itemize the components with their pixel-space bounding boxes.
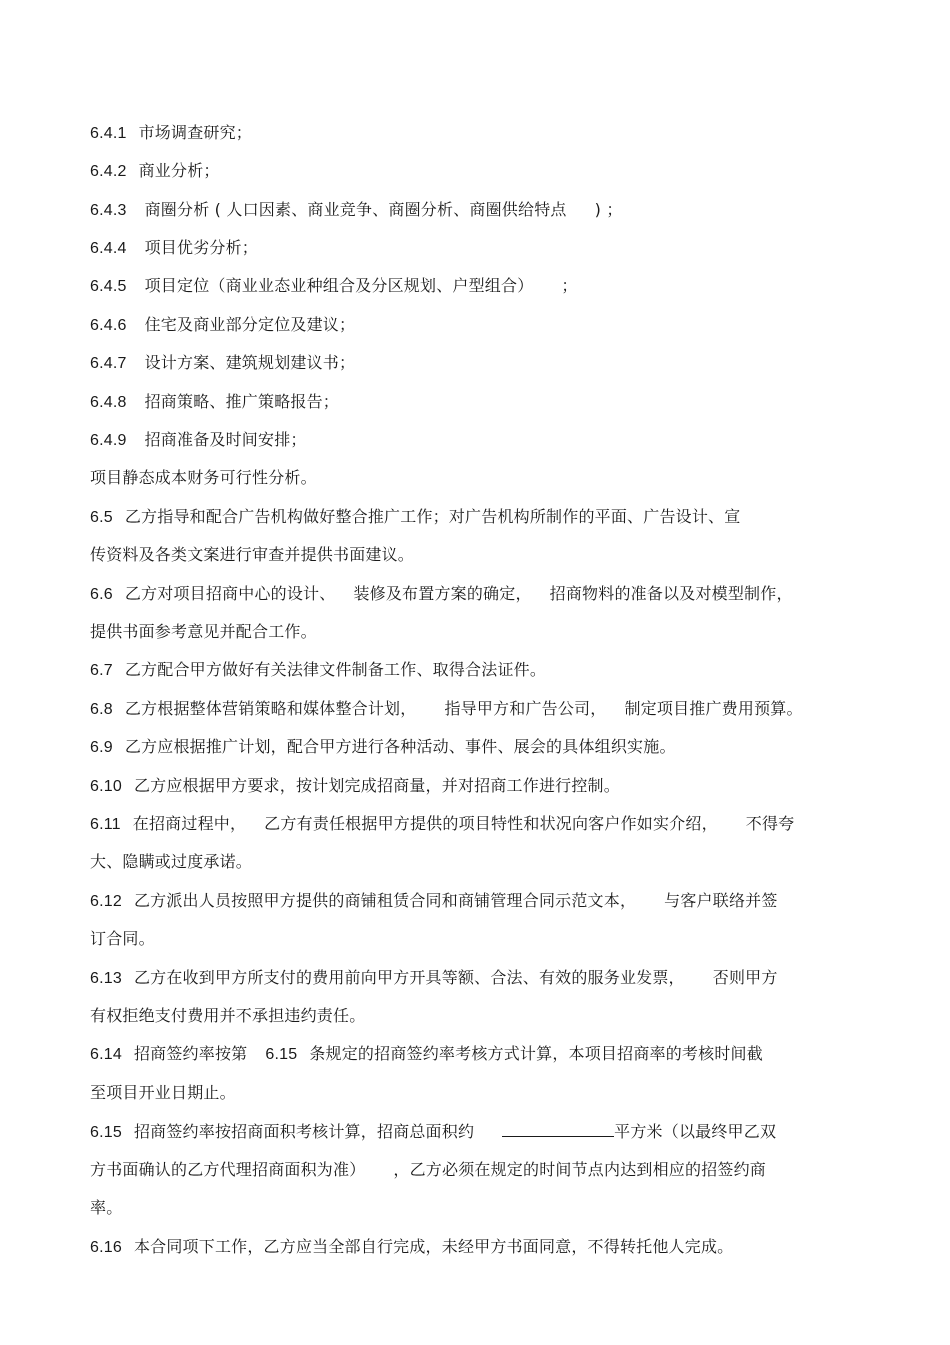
- clause-number: 6.4.8: [90, 394, 127, 411]
- clause-number: 6.9: [90, 739, 113, 756]
- clause-text: 乙方应根据甲方要求，按计划完成招商量，并对招商工作进行控制。: [133, 776, 620, 795]
- clause-6-7: [90, 659, 870, 682]
- clause-number: 6.14: [90, 1046, 122, 1063]
- area-blank-line: [502, 1120, 614, 1137]
- clause-text: 平方米（以最终甲乙双: [614, 1122, 777, 1141]
- clause-text: 招商策略、推广策略报告；: [144, 392, 339, 411]
- clause-text: 乙方派出人员按照甲方提供的商铺租赁合同和商铺管理合同示范文本，: [133, 891, 637, 910]
- clause-number: 6.5: [90, 509, 113, 526]
- clause-text: 商圈分析 ( 人口因素、商业竞争、商圈分析、商圈供给特点: [144, 200, 567, 219]
- clause-text: 与客户联络并签: [664, 891, 778, 910]
- clause-text: 设计方案、建筑规划建议书；: [144, 353, 356, 372]
- clause-number: 6.4.5: [90, 278, 127, 295]
- plain-line: [90, 467, 870, 489]
- clause-text: 项目静态成本财务可行性分析。: [90, 468, 317, 487]
- clause-text: 在招商过程中，: [132, 814, 247, 833]
- clause-number: 6.8: [90, 701, 113, 718]
- clause-6-15-cont2: [90, 1197, 870, 1219]
- clause-text: 乙方根据整体营销策略和媒体整合计划，: [124, 699, 417, 718]
- clause-6-6: [90, 583, 870, 606]
- clause-6-4-1: [90, 122, 870, 145]
- clause-6-12-cont: [90, 928, 870, 950]
- clause-number: 6.4.4: [90, 240, 127, 257]
- clause-tail: ；: [561, 276, 578, 295]
- clause-number: 6.16: [90, 1239, 122, 1256]
- clause-text: 乙方应根据推广计划，配合甲方进行各种活动、事件、展会的具体组织实施。: [124, 737, 676, 756]
- clause-6-4-6: [90, 314, 870, 337]
- clause-6-6-cont: [90, 621, 870, 643]
- clause-number: 6.4.9: [90, 432, 127, 449]
- clause-6-12: [90, 890, 870, 913]
- clause-reference: 6.15: [265, 1046, 298, 1063]
- clause-text: 项目优劣分析；: [144, 238, 258, 257]
- clause-6-4-4: [90, 237, 870, 260]
- clause-number: 6.12: [90, 893, 122, 910]
- clause-6-15-cont: [90, 1159, 870, 1181]
- clause-text: 大、隐瞒或过度承诺。: [90, 852, 253, 871]
- clause-text: 不得夸: [745, 814, 795, 833]
- clause-text: 乙方对项目招商中心的设计、: [124, 584, 336, 603]
- clause-text: 订合同。: [90, 929, 155, 948]
- clause-text: 招商物料的准备以及对模型制作，: [549, 584, 793, 603]
- clause-6-4-8: [90, 391, 870, 414]
- clause-6-11-cont: [90, 851, 870, 873]
- clause-text: 乙方有责任根据甲方提供的项目特性和状况向客户作如实介绍，: [264, 814, 718, 833]
- clause-text: 方书面确认的乙方代理招商面积为准）: [90, 1160, 366, 1179]
- clause-text: 装修及布置方案的确定，: [353, 584, 532, 603]
- clause-number: 6.7: [90, 662, 113, 679]
- clause-number: 6.13: [90, 970, 122, 987]
- clause-6-4-9: [90, 429, 870, 452]
- clause-6-10: [90, 775, 870, 798]
- clause-number: 6.15: [90, 1124, 122, 1141]
- clause-tail: ) ；: [594, 200, 623, 219]
- clause-text: 率。: [90, 1198, 123, 1217]
- clause-6-4-2: [90, 160, 870, 183]
- clause-text: 商业分析；: [138, 161, 220, 180]
- clause-text: 招商签约率按招商面积考核计算，招商总面积约: [133, 1122, 475, 1141]
- clause-6-5-cont: [90, 544, 870, 566]
- clause-text: 本合同项下工作，乙方应当全部自行完成，未经甲方书面同意，不得转托他人完成。: [133, 1237, 734, 1256]
- clause-number: 6.4.1: [90, 125, 127, 142]
- clause-text: 指导甲方和广告公司，: [444, 699, 607, 718]
- clause-number: 6.4.3: [90, 202, 127, 219]
- clause-6-5: [90, 506, 870, 529]
- clause-number: 6.6: [90, 586, 113, 603]
- clause-number: 6.4.2: [90, 163, 127, 180]
- clause-text: 项目定位（商业业态业种组合及分区规划、户型组合）: [144, 276, 534, 295]
- clause-text: 招商准备及时间安排；: [144, 430, 307, 449]
- clause-text: 制定项目推广费用预算。: [624, 699, 803, 718]
- clause-text: 提供书面参考意见并配合工作。: [90, 622, 317, 641]
- clause-6-4-3: [90, 199, 870, 222]
- clause-number: 6.4.6: [90, 317, 127, 334]
- clause-text: 招商签约率按第: [133, 1044, 248, 1063]
- clause-text: 至项目开业日期止。: [90, 1083, 236, 1102]
- clause-text: 条规定的招商签约率考核方式计算，本项目招商率的考核时间截: [309, 1044, 763, 1063]
- clause-text: 乙方指导和配合广告机构做好整合推广工作；对广告机构所制作的平面、广告设计、宣: [124, 507, 741, 526]
- clause-text: 市场调查研究；: [138, 123, 252, 142]
- clause-6-4-7: [90, 352, 870, 375]
- clause-6-13-cont: [90, 1005, 870, 1027]
- clause-number: 6.10: [90, 778, 122, 795]
- clause-text: 否则甲方: [712, 968, 778, 987]
- clause-6-13: [90, 967, 870, 990]
- clause-6-16: [90, 1236, 870, 1259]
- clause-6-14: [90, 1043, 870, 1066]
- clause-6-15: [90, 1120, 870, 1144]
- clause-text: 有权拒绝支付费用并不承担违约责任。: [90, 1006, 366, 1025]
- clause-text: 住宅及商业部分定位及建议；: [144, 315, 356, 334]
- clause-6-9: [90, 736, 870, 759]
- clause-number: 6.4.7: [90, 355, 127, 372]
- clause-6-8: [90, 698, 870, 721]
- clause-text: 乙方配合甲方做好有关法律文件制备工作、取得合法证件。: [124, 660, 547, 679]
- clause-number: 6.11: [90, 816, 121, 833]
- clause-text: 传资料及各类文案进行审查并提供书面建议。: [90, 545, 415, 564]
- clause-text: ，乙方必须在规定的时间节点内达到相应的招签约商: [393, 1160, 767, 1179]
- clause-6-4-5: [90, 275, 870, 298]
- clause-text: 乙方在收到甲方所支付的费用前向甲方开具等额、合法、有效的服务业发票，: [133, 968, 685, 987]
- clause-6-14-cont: [90, 1082, 870, 1104]
- clause-6-11: [90, 813, 870, 836]
